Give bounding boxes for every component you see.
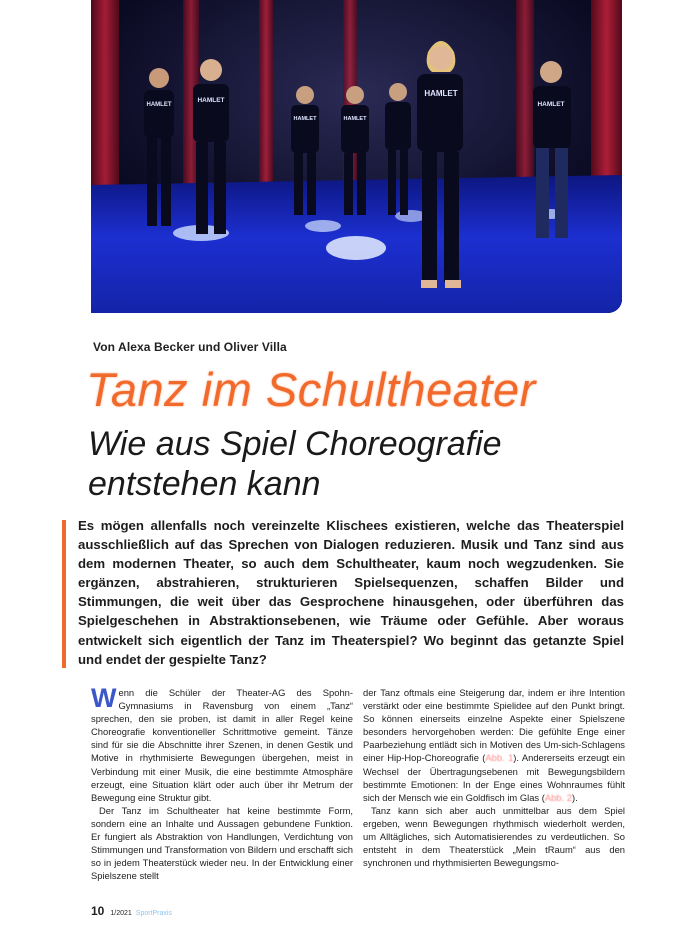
shirt-text: HAMLET [537, 101, 565, 108]
body-paragraph: Tanz kann sich aber auch unmittelbar aus dem Spiel ergeben, wenn Bewegungen rhythmisch wiederholt werden, um Alltägliches, sich Automatisierendes zu verdeutlichen. So entsteht in dem Theaterstück „Mein tRaum“ aus den synchronen und rhythmisierten Bewegungsmo- [363, 804, 625, 869]
stage-scene [91, 0, 622, 313]
subtitle-line: Wie aus Spiel Choreografie [88, 425, 502, 463]
body-column-2 [363, 686, 625, 869]
byline: Von Alexa Becker und Oliver Villa [93, 340, 287, 354]
lead-accent-bar [62, 520, 66, 668]
drop-cap: W [91, 683, 117, 713]
lead-paragraph: Es mögen allenfalls noch vereinzelte Klischees existieren, welche das Theaterspiel ausschließlich auf das Sprechen von Dialogen reduzieren. Musik und Tanz sind aus dem modernen Theater, so auch dem Schultheater, kaum noch wegzudenken. Sie ergänzen, abstrahieren, strukturieren Spielsequenzen, schaffen Bilder und Stimmungen, die weit über das Gesprochene hinausgehen, oder überführen das Spielgeschehen in Abstraktionsebenen, wie Träume oder Gefühle. Aber woraus entwickelt sich eigentlich der Tanz im Theaterspiel? Wo beginnt das getanzte Spiel und endet der gespielte Tanz? [78, 518, 624, 667]
body-paragraph: Der Tanz im Schultheater hat keine bestimmte Form, sondern eine an Inhalte und Aussagen gebundene Funktion. Er fungiert als Abstraktion von Handlungen, Verdichtung von Stimmungen und Transformation von Bildern und erschafft sich so in jedem Theaterstück wieder neu. In der Entwicklung einer Spielszene stellt [91, 804, 353, 882]
body-column-1 [91, 683, 353, 882]
shirt-text: HAMLET [293, 116, 317, 122]
shirt-text: HAMLET [424, 89, 458, 98]
article-subtitle [88, 424, 648, 504]
paragraph-text: ). [571, 791, 578, 803]
shirt-text: HAMLET [343, 116, 367, 122]
figure-reference[interactable]: Abb. 1 [485, 752, 514, 764]
shirt-text: HAMLET [146, 102, 172, 108]
magazine-name: SportPraxis [135, 910, 172, 917]
subtitle-line: entstehen kann [88, 465, 321, 503]
paragraph-text: enn die Schüler der Theater-AG des Spohn-Gymnasiums in Ravensburg von einem „Tanz“ sprechen, den sie proben, ist damit in aller Regel keine Choreografie konventioneller Schrittmotive gemeint. Tänze sind für sie die Abschnitte ihrer Szenen, in denen Gestik und Motive in rhythmisierte Bewegungen übergehen, meist in Verbindung mit einer Musik, die eine bestimmte Atmosphäre erzeugt, eine Situation klärt oder auch über ihr Metrum der Bewegung eine Struktur gibt. [91, 687, 353, 803]
article-title: Tanz im Schultheater [86, 363, 536, 416]
page-footer [91, 904, 172, 918]
issue-number: 1/2021 [110, 910, 132, 917]
page-number: 10 [91, 904, 105, 918]
paragraph-text: der Tanz oftmals eine Steigerung dar, indem er ihre Intention verstärkt oder eine bestimmte Spielidee auf den Punkt bringt. So können einerseits einzelne Aspekte einer Spielszene besonders hervorgehoben werden: Die gefühlte Enge einer Paarbeziehung entlädt sich in Motiven des Um-sich-Schlagens einer Hip-Hop-Choreografie ( [363, 687, 625, 764]
figure-reference[interactable]: Abb. 2 [544, 791, 572, 803]
shirt-text: HAMLET [197, 97, 225, 104]
body-paragraph [363, 686, 625, 804]
hero-photo [91, 0, 622, 313]
body-paragraph [91, 683, 353, 804]
paragraph-text: ). Andererseits erzeugt ein Wechsel der Übertragungsebenen mit Bewegungsbildern bestimmte Emotionen: In der Enge eines Wohnraumes fühlt sich der Mensch wie ein Goldfisch im Glas ( [363, 752, 626, 803]
